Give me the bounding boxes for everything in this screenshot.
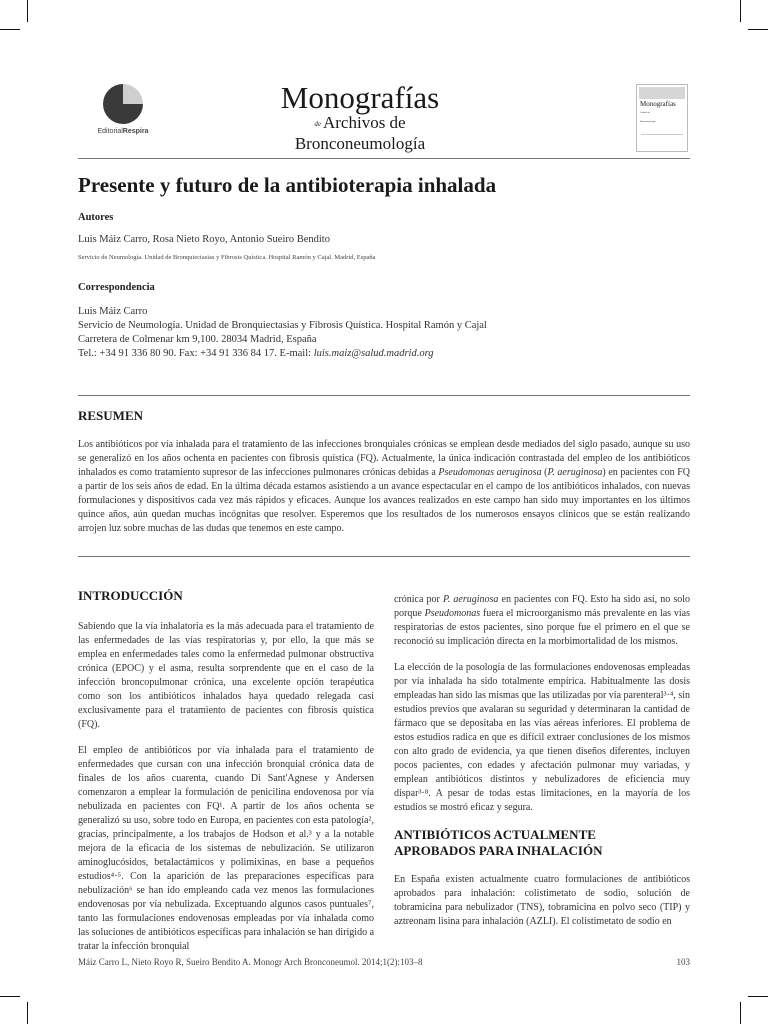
page-footer <box>78 957 690 967</box>
correspondence-name: Luis Máiz Carro <box>78 306 148 317</box>
introduction-heading: INTRODUCCIÓN <box>78 588 183 603</box>
crop-mark <box>748 996 768 997</box>
body-paragraph: crónica por P. aeruginosa en pacientes con FQ. Esto ha sido así, no solo porque Pseudomonas fuera el microorganismo más prevalente en las vías respiratorias de estos pacientes, sino porque fue el primero en el que se reconoció su implicación directa en la morbimortalidad de los mismos. <box>394 594 690 647</box>
publisher-logo <box>88 84 158 135</box>
section-heading: ANTIBIÓTICOS ACTUALMENTE APROBADOS PARA INHALACIÓN <box>394 827 603 858</box>
journal-subtitle-2: Bronconeumología <box>294 134 426 153</box>
header-rule <box>78 158 690 159</box>
page-header <box>0 0 768 160</box>
cover-divider <box>641 134 683 135</box>
authors-label: Autores <box>78 212 114 223</box>
intro-paragraph: El empleo de antibióticos por vía inhalada para el tratamiento de enfermedades que cursan con una infección bronquial crónica data de finales de los años cuarenta, cuando Di Sant'Agnese y Andersen comenzaron a emplear la formulación de penicilina endovenosa por vía nebulizada en pacientes con FQ¹. A partir de los años ochenta se generalizó su uso, sobre todo en Europa, en pacientes con esta patología², gracias, principalmente, a los trabajos de Hodson et al.³ y a la notable mejora de la eficacia de los sistemas de nebulización. Se utilizaron aminoglucósidos, betalactámicos y polimixinas, en base a pequeños estudios⁴·⁵. Con la aparición de las preparaciones específicas para nebulización⁶ se han ido empleando cada vez menos las formulaciones endovenosas por vía nebulizada. Exceptuando algunos casos puntuales⁷, tanto las formulaciones endovenosas empleadas por vía inhalada como las soluciones de antibióticos específicas para inhalación se han dirigido a tratar la infección bronquial <box>78 745 375 952</box>
cover-subtitle-2: Bronconeumología <box>640 121 656 123</box>
left-column <box>78 588 374 966</box>
crop-mark <box>27 1002 28 1024</box>
intro-paragraph: Sabiendo que la vía inhalatoria es la más adecuada para el tratamiento de las enfermedades de las vías respiratorias y, por ello, la que más se emplea en enfermedades tales como la enfermedad pulmonar obstructiva crónica (EPOC) y el asma, resulta sorprendente que en el caso de la infección broncopulmonar crónica, una excelente opción terapéutica como son los antibióticos inhalados haya quedado relegada casi exclusivamente para el tratamiento de pacientes con fibrosis quística (FQ). <box>78 621 374 730</box>
cover-title: Monografías <box>640 100 676 108</box>
authors-list: Luis Máiz Carro, Rosa Nieto Royo, Antonio Sueiro Bendito <box>78 234 330 245</box>
affiliation: Servicio de Neumología. Unidad de Bronquiectasias y Fibrosis Quística. Hospital Ramón y Cajal. Madrid, España <box>78 254 376 261</box>
cover-subtitle: Archivos de <box>640 112 650 114</box>
journal-cover-thumbnail <box>636 84 688 152</box>
cover-image-band <box>639 87 685 99</box>
body-paragraph: La elección de la posología de las formulaciones endovenosas empleadas por vía inhalada ha sido totalmente empírica. Habitualmente las dosis empleadas han sido las mismas que las utilizadas por vía parenteral³·⁴, sin estudios previos que avalaran su seguridad y determinaran la cantidad de fármaco que se depositaba en las vías aéreas inferiores. El problema de estos estudios radica en que es difícil extraer conclusiones de los mismos con alto grado de evidencia, ya que tienen diseños diferentes, incluyen pocos pacientes, con edades y afectación pulmonar muy variadas, y emplean antibióticos distintos y nebulizadores de eficiencia muy dispar³·⁸. A pesar de todas estas limitaciones, en la mayoría de los estudios se mostró eficaz y segura. <box>394 662 690 813</box>
section-rule <box>78 556 690 557</box>
body-paragraph: En España existen actualmente cuatro formulaciones de antibióticos aprobados para inhalación: colistimetato de sodio, solución de tobramicina para nebulizador (TNS), tobramicina en polvo seco (TIP) y aztreonam lisina para inhalación (AZLI). El colistimetato de sodio en <box>394 874 690 927</box>
correspondence-label: Correspondencia <box>78 282 155 293</box>
crop-mark <box>0 996 20 997</box>
correspondence-contact: Tel.: +34 91 336 80 90. Fax: +34 91 336 84 17. E-mail: luis.maiz@salud.madrid.org <box>78 348 434 359</box>
page-number: 103 <box>676 957 690 967</box>
article-title: Presente y futuro de la antibioterapia inhalada <box>78 173 497 197</box>
correspondence-address: Carretera de Colmenar km 9,100. 28034 Madrid, España <box>78 334 317 345</box>
correspondence-block <box>78 305 487 361</box>
journal-masthead <box>250 82 470 153</box>
right-column <box>394 593 690 941</box>
email-link[interactable]: luis.maiz@salud.madrid.org <box>313 348 434 359</box>
journal-subtitle: de Archivos de <box>314 113 406 132</box>
publisher-logo-icon <box>103 84 143 124</box>
publisher-name: EditorialRespira <box>97 128 149 135</box>
correspondence-department: Servicio de Neumología. Unidad de Bronquiectasias y Fibrosis Quística. Hospital Ramón y Cajal <box>78 320 487 331</box>
section-rule <box>78 395 690 396</box>
citation: Máiz Carro L, Nieto Royo R, Sueiro Bendito A. Monogr Arch Bronconeumol. 2014;1(2):103–8 <box>78 957 423 967</box>
journal-title: Monografías <box>280 80 440 115</box>
abstract-text: Los antibióticos por vía inhalada para el tratamiento de las infecciones bronquiales crónicas se emplean desde mediados del siglo pasado, aunque su uso se generalizó en los años ochenta en pacientes con fibrosis quística (FQ). Actualmente, la única indicación contrastada del empleo de los antibióticos inhalados es como tratamiento supresor de las infecciones pulmonares crónicas debidas a Pseudomonas aeruginosa (P. aeruginosa) en pacientes con FQ a partir de los seis años de edad. En la última década estamos asistiendo a un avance espectacular en el campo de los antibióticos inhalados, con nuevas formulaciones y dispositivos cada vez más rápidos y eficaces. Aunque los avances realizados en este campo han sido muy importantes en los últimos quince años, aún quedan muchas incógnitas que resolver. Esperemos que los resultados de los numerosos ensayos clínicos que se están realizando arrojen luz sobre muchas de las dudas que tenemos en este campo. <box>78 439 690 534</box>
crop-mark <box>740 1002 741 1024</box>
abstract-heading: RESUMEN <box>78 408 144 423</box>
